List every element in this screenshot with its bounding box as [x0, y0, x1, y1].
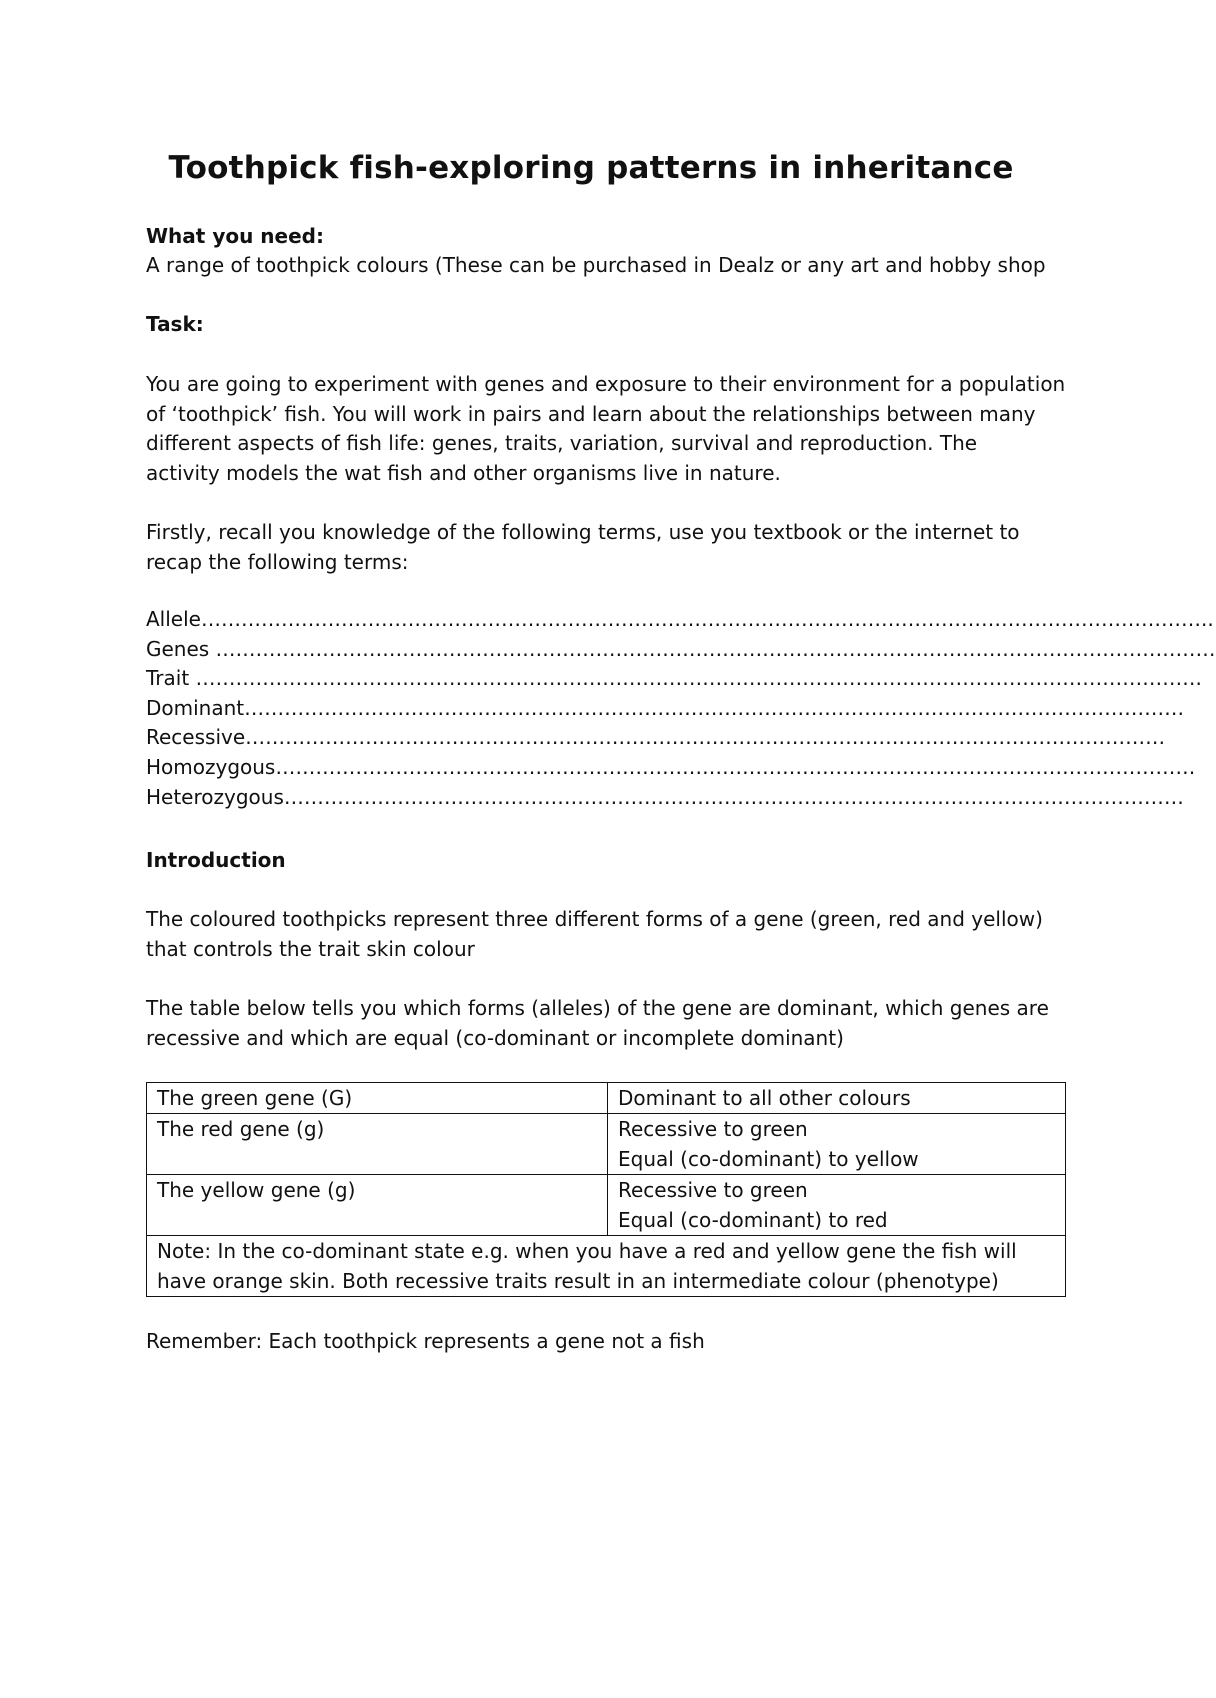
- table-row: [147, 1114, 1066, 1175]
- task-heading: Task:: [146, 312, 204, 336]
- recall-paragraph-line: recap the following terms:: [146, 549, 409, 574]
- term-recessive: Recessive…………………………………………………………………………………………………………………………: [146, 725, 1166, 750]
- task-paragraph-line: of ‘toothpick’ fish. You will work in pairs and learn about the relationships between many: [146, 401, 1036, 426]
- task-paragraph-line: You are going to experiment with genes and exposure to their environment for a population: [146, 372, 1066, 396]
- remember-text: Remember: Each toothpick represents a gene not a fish: [146, 1329, 705, 1353]
- gene-relation: Equal (co-dominant) to yellow: [618, 1147, 919, 1171]
- gene-name-cell: [147, 1083, 608, 1114]
- task-paragraph-line: activity models the wat fish and other organisms live in nature.: [146, 460, 781, 485]
- table-row: [147, 1175, 1066, 1236]
- table-row-note: [147, 1236, 1066, 1297]
- task-paragraph: [146, 370, 1066, 488]
- note-line: Note: In the co-dominant state e.g. when you have a red and yellow gene the fish will: [157, 1239, 1017, 1263]
- introduction-line: recessive and which are equal (co-dominant or incomplete dominant): [146, 1025, 844, 1050]
- gene-relation-cell: [608, 1114, 1066, 1175]
- gene-relation: Recessive to green: [618, 1178, 808, 1202]
- term-genes: Genes ……………………………………………………………………………………………………………………………………: [146, 636, 1216, 661]
- recall-paragraph: [146, 518, 1066, 577]
- introduction-paragraph-1: [146, 905, 1066, 964]
- gene-name-cell: [147, 1114, 608, 1175]
- term-dominant: Dominant……………………………………………………………………………………………………………………………: [146, 695, 1185, 720]
- table-row: [147, 1083, 1066, 1114]
- page-title: Toothpick fish-exploring patterns in inheritance: [168, 150, 1014, 186]
- gene-relation: Recessive to green: [618, 1117, 808, 1141]
- term-heterozygous: Heterozygous………………………………………………………………………………………………………………………: [146, 784, 1184, 809]
- gene-relation: Equal (co-dominant) to red: [618, 1208, 888, 1232]
- introduction-line: The table below tells you which forms (alleles) of the gene are dominant, which genes are: [146, 996, 1049, 1020]
- gene-name-cell: [147, 1175, 608, 1236]
- task-paragraph-line: different aspects of fish life: genes, traits, variation, survival and reproduction. The: [146, 431, 978, 456]
- note-cell: [147, 1236, 1066, 1297]
- introduction-heading: Introduction: [146, 848, 286, 872]
- what-you-need-text: A range of toothpick colours (These can be purchased in Dealz or any art and hobby shop: [146, 253, 1046, 277]
- gene-name: The yellow gene (g): [157, 1178, 356, 1202]
- gene-relation-cell: [608, 1083, 1066, 1114]
- term-allele: Allele……………………………………………………………………………………………………………………………………..: [146, 607, 1214, 631]
- introduction-paragraph-2: [146, 994, 1066, 1053]
- recall-paragraph-line: Firstly, recall you knowledge of the following terms, use you textbook or the internet to: [146, 520, 1020, 544]
- gene-table: [146, 1082, 1066, 1297]
- gene-relation-cell: [608, 1175, 1066, 1236]
- gene-relation: Dominant to all other colours: [618, 1086, 911, 1110]
- term-trait: Trait …………………………………………………………………………………………………………………………………….: [146, 666, 1202, 691]
- gene-name: The green gene (G): [157, 1086, 353, 1110]
- introduction-line: The coloured toothpicks represent three different forms of a gene (green, red and yellow): [146, 907, 1043, 931]
- what-you-need-heading: What you need:: [146, 224, 324, 248]
- introduction-line: that controls the trait skin colour: [146, 936, 475, 961]
- terms-list: [146, 605, 1216, 812]
- term-homozygous: Homozygous…………………………………………………………………………………………………………………………: [146, 754, 1196, 779]
- note-line: have orange skin. Both recessive traits result in an intermediate colour (phenotype): [157, 1269, 999, 1293]
- gene-name: The red gene (g): [157, 1117, 325, 1141]
